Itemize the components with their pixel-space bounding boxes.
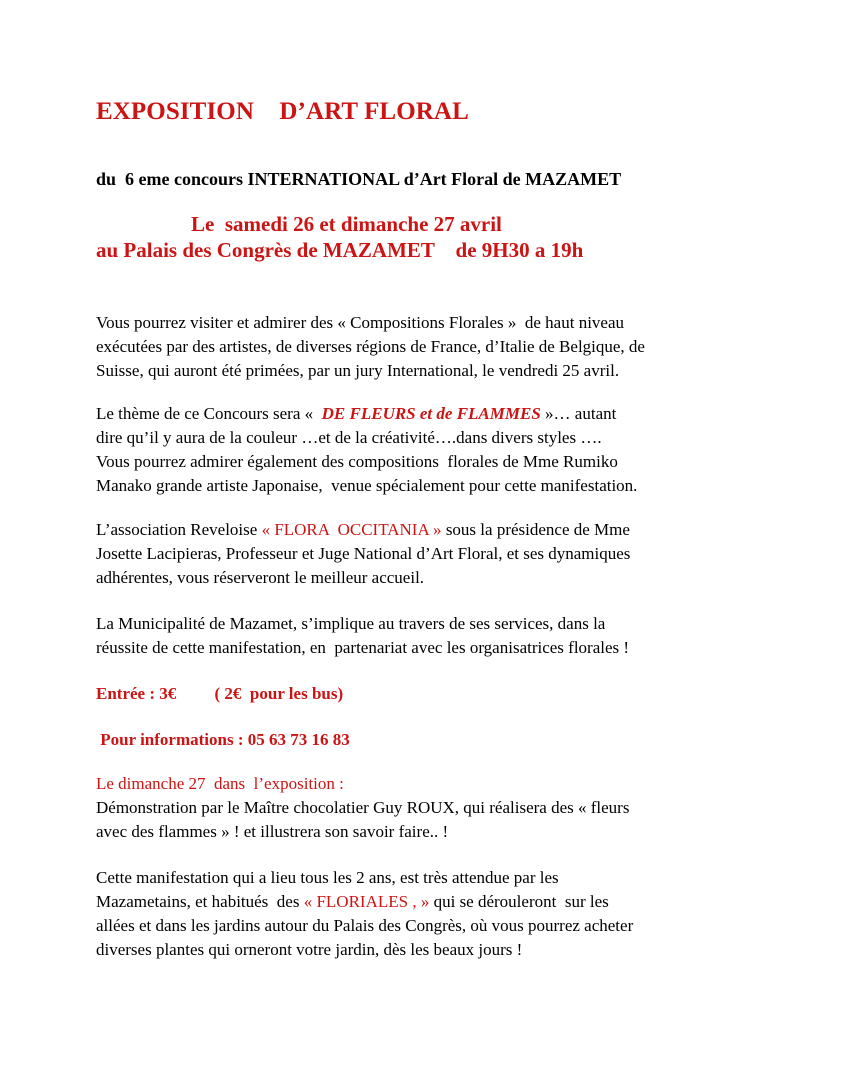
closing-paragraph	[96, 866, 796, 962]
association-name: « FLORA OCCITANIA »	[261, 520, 442, 539]
closing-line	[96, 890, 796, 914]
page-title: EXPOSITION D’ART FLORAL	[96, 98, 469, 125]
sunday-line: avec des flammes » ! et illustrera son savoir faire.. !	[96, 822, 449, 841]
closing-line-suffix: qui se dérouleront sur les	[429, 892, 609, 911]
closing-line: allées et dans les jardins autour du Palais des Congrès, où vous pourrez acheter	[96, 916, 634, 935]
theme-line-suffix: »… autant	[540, 404, 617, 423]
association-line: Josette Lacipieras, Professeur et Juge National d’Art Floral, et ses dynamiques	[96, 544, 631, 563]
subtitle: du 6 eme concours INTERNATIONAL d’Art Floral de MAZAMET	[96, 169, 622, 189]
theme-line: Vous pourrez admirer également des compositions florales de Mme Rumiko	[96, 452, 618, 471]
municipality-line: La Municipalité de Mazamet, s’implique au travers de ses services, dans la	[96, 614, 606, 633]
event-dates-line-2: au Palais des Congrès de MAZAMET de 9H30 a 19h	[96, 238, 584, 262]
closing-line: diverses plantes qui orneront votre jardin, dès les beaux jours !	[96, 940, 523, 959]
theme-line: dire qu’il y aura de la couleur …et de la créativité….dans divers styles ….	[96, 428, 602, 447]
association-line: adhérentes, vous réserveront le meilleur accueil.	[96, 568, 425, 587]
intro-line: Vous pourrez visiter et admirer des « Compositions Florales » de haut niveau	[96, 313, 625, 332]
info-phone: Pour informations : 05 63 73 16 83	[96, 730, 350, 749]
association-line-suffix: sous la présidence de Mme	[441, 520, 630, 539]
theme-paragraph	[96, 402, 796, 498]
association-paragraph	[96, 518, 796, 590]
sunday-paragraph	[96, 772, 796, 844]
theme-line	[96, 402, 796, 426]
theme-line: Manako grande artiste Japonaise, venue spécialement pour cette manifestation.	[96, 476, 638, 495]
association-line	[96, 518, 796, 542]
event-dates-line-1: Le samedi 26 et dimanche 27 avril	[191, 212, 502, 236]
event-dates	[96, 211, 583, 263]
intro-line: Suisse, qui auront été primées, par un jury International, le vendredi 25 avril.	[96, 361, 620, 380]
entry-price: Entrée : 3€ ( 2€ pour les bus)	[96, 684, 344, 703]
theme-line-prefix: Le thème de ce Concours sera «	[96, 404, 322, 423]
association-line-prefix: L’association Reveloise	[96, 520, 262, 539]
closing-line: Cette manifestation qui a lieu tous les 2 ans, est très attendue par les	[96, 868, 559, 887]
municipality-paragraph	[96, 612, 796, 660]
sunday-heading: Le dimanche 27 dans l’exposition :	[96, 774, 344, 793]
contest-theme-name: DE FLEURS et de FLAMMES	[321, 404, 541, 423]
intro-line: exécutées par des artistes, de diverses régions de France, d’Italie de Belgique, de	[96, 337, 645, 356]
closing-line-prefix: Mazametains, et habitués des	[96, 892, 304, 911]
intro-paragraph	[96, 311, 796, 383]
sunday-line: Démonstration par le Maître chocolatier Guy ROUX, qui réalisera des « fleurs	[96, 798, 630, 817]
floriales-name: « FLORIALES , »	[303, 892, 430, 911]
municipality-line: réussite de cette manifestation, en partenariat avec les organisatrices florales !	[96, 638, 630, 657]
